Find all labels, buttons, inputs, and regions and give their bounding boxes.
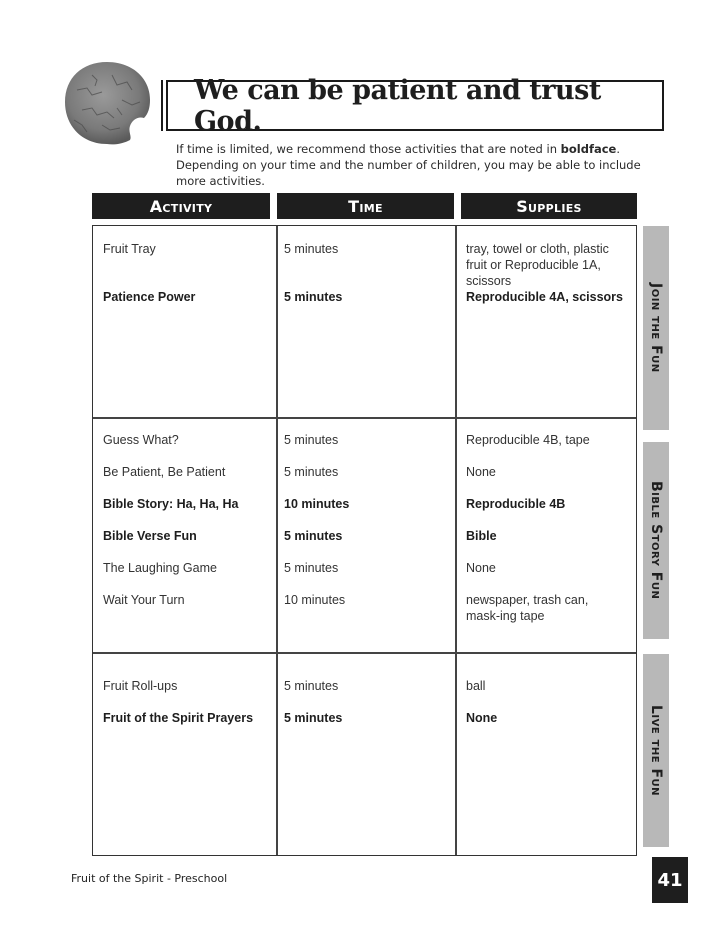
section-divider	[93, 652, 636, 654]
column-header-supplies: Supplies	[461, 193, 637, 219]
bitten-cookie-icon	[62, 60, 152, 146]
activity-cell: Fruit Roll-ups	[103, 679, 178, 693]
time-cell: 10 minutes	[284, 593, 346, 607]
supplies-cell: Reproducible 4A, scissors	[466, 290, 624, 304]
activity-cell: The Laughing Game	[103, 561, 217, 575]
intro-text-part: If time is limited, we recommend those activities that are noted in	[176, 142, 561, 156]
activity-cell: Be Patient, Be Patient	[103, 465, 226, 479]
supplies-cell: Bible	[466, 529, 497, 543]
activity-table	[92, 225, 637, 856]
intro-text-part: . Depending on your time and the number of children, you may be able to include more activities.	[176, 142, 641, 188]
supplies-cell: Reproducible 4B	[466, 497, 566, 511]
activity-cell: Guess What?	[103, 433, 179, 447]
side-tab-label: Live the Fun	[648, 704, 664, 797]
page-title: We can be patient and trust God.	[194, 74, 601, 137]
time-cell: 5 minutes	[284, 465, 339, 479]
column-divider	[276, 226, 278, 855]
activity-cell: Fruit Tray	[103, 242, 156, 256]
supplies-cell: ball	[466, 679, 486, 693]
title-box	[166, 74, 664, 137]
side-tab-bible-story-fun	[643, 442, 669, 639]
column-header-time: Time	[277, 193, 454, 219]
time-cell: 5 minutes	[284, 529, 343, 543]
activity-cell: Bible Verse Fun	[103, 529, 197, 543]
supplies-cell: Reproducible 4B, tape	[466, 433, 590, 447]
side-tab-join-the-fun	[643, 226, 669, 430]
time-cell: 10 minutes	[284, 497, 350, 511]
time-cell: 5 minutes	[284, 242, 339, 256]
page-number: 41	[652, 857, 688, 903]
time-cell: 5 minutes	[284, 290, 343, 304]
time-cell: 5 minutes	[284, 679, 339, 693]
column-header-activity: Activity	[92, 193, 270, 219]
section-divider	[93, 417, 636, 419]
time-cell: 5 minutes	[284, 433, 339, 447]
supplies-cell: newspaper, trash can, mask-ing tape	[466, 593, 589, 623]
activity-cell: Bible Story: Ha, Ha, Ha	[103, 497, 239, 511]
column-divider	[455, 226, 457, 855]
time-cell: 5 minutes	[284, 561, 339, 575]
supplies-cell: tray, towel or cloth, plastic fruit or Reproducible 1A, scissors	[466, 242, 609, 288]
activity-cell: Patience Power	[103, 290, 196, 304]
footer-text: Fruit of the Spirit - Preschool	[71, 872, 228, 885]
side-tab-live-the-fun	[643, 654, 669, 847]
intro-text	[176, 141, 646, 189]
activity-cell: Fruit of the Spirit Prayers	[103, 711, 254, 725]
supplies-cell: None	[466, 561, 496, 575]
intro-bold-word: boldface	[560, 142, 617, 156]
time-cell: 5 minutes	[284, 711, 343, 725]
side-tab-label: Bible Story Fun	[648, 481, 664, 600]
supplies-cell: None	[466, 711, 498, 725]
side-tab-label: Join the Fun	[648, 283, 664, 373]
activity-cell: Wait Your Turn	[103, 593, 185, 607]
supplies-cell: None	[466, 465, 496, 479]
